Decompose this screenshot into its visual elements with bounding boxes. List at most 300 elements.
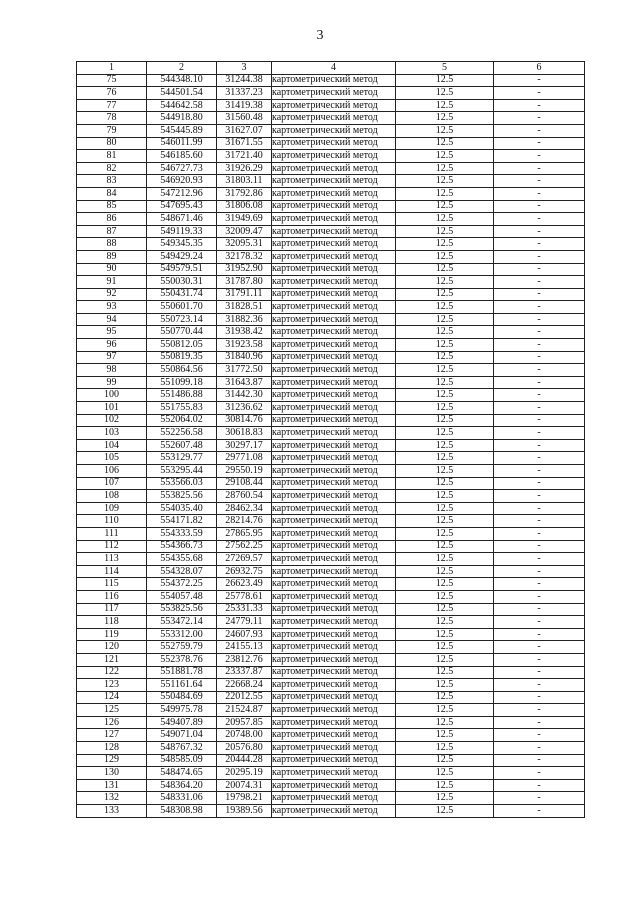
error-cell: 12.5: [396, 150, 494, 163]
y-coordinate-cell: 27562.25: [217, 540, 272, 553]
error-cell: 12.5: [396, 754, 494, 767]
y-coordinate-cell: 27269.57: [217, 553, 272, 566]
error-cell: 12.5: [396, 200, 494, 213]
note-cell: -: [494, 527, 585, 540]
method-cell: картометрический метод: [272, 364, 396, 377]
point-number-cell: 127: [77, 729, 147, 742]
table-row: [77, 779, 585, 792]
y-coordinate-cell: 20576.80: [217, 742, 272, 755]
table-row: [77, 452, 585, 465]
note-cell: -: [494, 175, 585, 188]
error-cell: 12.5: [396, 490, 494, 503]
y-coordinate-cell: 23812.76: [217, 653, 272, 666]
x-coordinate-cell: 546011.99: [147, 137, 217, 150]
point-number-cell: 83: [77, 175, 147, 188]
error-cell: 12.5: [396, 137, 494, 150]
error-cell: 12.5: [396, 666, 494, 679]
table-row: [77, 313, 585, 326]
method-cell: картометрический метод: [272, 704, 396, 717]
error-cell: 12.5: [396, 729, 494, 742]
table-row: [77, 250, 585, 263]
error-cell: 12.5: [396, 99, 494, 112]
table-row: [77, 628, 585, 641]
table-row: [77, 288, 585, 301]
x-coordinate-cell: 546727.73: [147, 162, 217, 175]
table-row: [77, 301, 585, 314]
table-row: [77, 590, 585, 603]
method-cell: картометрический метод: [272, 603, 396, 616]
y-coordinate-cell: 29550.19: [217, 465, 272, 478]
table-row: [77, 578, 585, 591]
note-cell: -: [494, 74, 585, 87]
error-cell: 12.5: [396, 452, 494, 465]
y-coordinate-cell: 20748.00: [217, 729, 272, 742]
table-row: [77, 99, 585, 112]
error-cell: 12.5: [396, 515, 494, 528]
table-row: [77, 87, 585, 100]
point-number-cell: 119: [77, 628, 147, 641]
table-row: [77, 540, 585, 553]
point-number-cell: 81: [77, 150, 147, 163]
note-cell: -: [494, 238, 585, 251]
note-cell: -: [494, 729, 585, 742]
table-header-row: [77, 62, 585, 75]
table-row: [77, 326, 585, 339]
note-cell: -: [494, 276, 585, 289]
x-coordinate-cell: 547695.43: [147, 200, 217, 213]
error-cell: 12.5: [396, 628, 494, 641]
table-row: [77, 238, 585, 251]
error-cell: 12.5: [396, 213, 494, 226]
point-number-cell: 97: [77, 351, 147, 364]
y-coordinate-cell: 31952.90: [217, 263, 272, 276]
x-coordinate-cell: 551486.88: [147, 389, 217, 402]
method-cell: картометрический метод: [272, 137, 396, 150]
table-row: [77, 527, 585, 540]
table-row: [77, 565, 585, 578]
table-row: [77, 351, 585, 364]
x-coordinate-cell: 551099.18: [147, 376, 217, 389]
x-coordinate-cell: 548671.46: [147, 213, 217, 226]
table-row: [77, 175, 585, 188]
x-coordinate-cell: 550770.44: [147, 326, 217, 339]
method-cell: картометрический метод: [272, 339, 396, 352]
error-cell: 12.5: [396, 427, 494, 440]
method-cell: картометрический метод: [272, 326, 396, 339]
method-cell: картометрический метод: [272, 742, 396, 755]
point-number-cell: 117: [77, 603, 147, 616]
error-cell: 12.5: [396, 742, 494, 755]
y-coordinate-cell: 31882.36: [217, 313, 272, 326]
x-coordinate-cell: 550030.31: [147, 276, 217, 289]
note-cell: -: [494, 137, 585, 150]
error-cell: 12.5: [396, 112, 494, 125]
method-cell: картометрический метод: [272, 490, 396, 503]
table-row: [77, 616, 585, 629]
y-coordinate-cell: 29771.08: [217, 452, 272, 465]
method-cell: картометрический метод: [272, 465, 396, 478]
table-row: [77, 200, 585, 213]
x-coordinate-cell: 548474.65: [147, 767, 217, 780]
error-cell: 12.5: [396, 653, 494, 666]
point-number-cell: 105: [77, 452, 147, 465]
coordinates-table: [76, 61, 585, 818]
method-cell: картометрический метод: [272, 754, 396, 767]
error-cell: 12.5: [396, 364, 494, 377]
point-number-cell: 115: [77, 578, 147, 591]
method-cell: картометрический метод: [272, 263, 396, 276]
table-row: [77, 465, 585, 478]
note-cell: -: [494, 565, 585, 578]
y-coordinate-cell: 31671.55: [217, 137, 272, 150]
point-number-cell: 112: [77, 540, 147, 553]
error-cell: 12.5: [396, 376, 494, 389]
table-row: [77, 263, 585, 276]
note-cell: -: [494, 250, 585, 263]
note-cell: -: [494, 351, 585, 364]
note-cell: -: [494, 805, 585, 818]
error-cell: 12.5: [396, 691, 494, 704]
table-row: [77, 124, 585, 137]
x-coordinate-cell: 550819.35: [147, 351, 217, 364]
x-coordinate-cell: 552256.58: [147, 427, 217, 440]
note-cell: -: [494, 767, 585, 780]
note-cell: -: [494, 540, 585, 553]
y-coordinate-cell: 31949.69: [217, 213, 272, 226]
y-coordinate-cell: 32178.32: [217, 250, 272, 263]
method-cell: картометрический метод: [272, 616, 396, 629]
point-number-cell: 130: [77, 767, 147, 780]
y-coordinate-cell: 23337.87: [217, 666, 272, 679]
x-coordinate-cell: 549345.35: [147, 238, 217, 251]
point-number-cell: 79: [77, 124, 147, 137]
x-coordinate-cell: 550484.69: [147, 691, 217, 704]
table-row: [77, 729, 585, 742]
table-row: [77, 376, 585, 389]
method-cell: картометрический метод: [272, 553, 396, 566]
error-cell: 12.5: [396, 301, 494, 314]
y-coordinate-cell: 31787.80: [217, 276, 272, 289]
note-cell: -: [494, 150, 585, 163]
y-coordinate-cell: 31244.38: [217, 74, 272, 87]
y-coordinate-cell: 28462.34: [217, 502, 272, 515]
error-cell: 12.5: [396, 225, 494, 238]
method-cell: картометрический метод: [272, 87, 396, 100]
note-cell: -: [494, 742, 585, 755]
note-cell: -: [494, 200, 585, 213]
point-number-cell: 113: [77, 553, 147, 566]
error-cell: 12.5: [396, 263, 494, 276]
point-number-cell: 88: [77, 238, 147, 251]
note-cell: -: [494, 263, 585, 276]
y-coordinate-cell: 31791.11: [217, 288, 272, 301]
method-cell: картометрический метод: [272, 301, 396, 314]
table-row: [77, 767, 585, 780]
table-row: [77, 213, 585, 226]
x-coordinate-cell: 553472.14: [147, 616, 217, 629]
method-cell: картометрический метод: [272, 666, 396, 679]
y-coordinate-cell: 20295.19: [217, 767, 272, 780]
point-number-cell: 104: [77, 439, 147, 452]
method-cell: картометрический метод: [272, 414, 396, 427]
table-row: [77, 187, 585, 200]
point-number-cell: 86: [77, 213, 147, 226]
y-coordinate-cell: 29108.44: [217, 477, 272, 490]
x-coordinate-cell: 552064.02: [147, 414, 217, 427]
method-cell: картометрический метод: [272, 276, 396, 289]
error-cell: 12.5: [396, 276, 494, 289]
x-coordinate-cell: 546920.93: [147, 175, 217, 188]
note-cell: -: [494, 427, 585, 440]
note-cell: -: [494, 376, 585, 389]
table-row: [77, 553, 585, 566]
y-coordinate-cell: 24607.93: [217, 628, 272, 641]
method-cell: картометрический метод: [272, 679, 396, 692]
error-cell: 12.5: [396, 465, 494, 478]
note-cell: -: [494, 326, 585, 339]
error-cell: 12.5: [396, 565, 494, 578]
method-cell: картометрический метод: [272, 590, 396, 603]
method-cell: картометрический метод: [272, 628, 396, 641]
note-cell: -: [494, 502, 585, 515]
error-cell: 12.5: [396, 603, 494, 616]
note-cell: -: [494, 313, 585, 326]
note-cell: -: [494, 691, 585, 704]
error-cell: 12.5: [396, 339, 494, 352]
y-coordinate-cell: 20444.28: [217, 754, 272, 767]
method-cell: картометрический метод: [272, 187, 396, 200]
y-coordinate-cell: 24779.11: [217, 616, 272, 629]
table-row: [77, 515, 585, 528]
method-cell: картометрический метод: [272, 641, 396, 654]
error-cell: 12.5: [396, 250, 494, 263]
error-cell: 12.5: [396, 792, 494, 805]
point-number-cell: 89: [77, 250, 147, 263]
y-coordinate-cell: 31828.51: [217, 301, 272, 314]
error-cell: 12.5: [396, 616, 494, 629]
error-cell: 12.5: [396, 402, 494, 415]
y-coordinate-cell: 31442.30: [217, 389, 272, 402]
y-coordinate-cell: 25331.33: [217, 603, 272, 616]
note-cell: -: [494, 225, 585, 238]
table-row: [77, 603, 585, 616]
y-coordinate-cell: 26623.49: [217, 578, 272, 591]
method-cell: картометрический метод: [272, 250, 396, 263]
column-header-5: 5: [396, 62, 494, 75]
x-coordinate-cell: 548308.98: [147, 805, 217, 818]
y-coordinate-cell: 20074.31: [217, 779, 272, 792]
y-coordinate-cell: 31792.86: [217, 187, 272, 200]
y-coordinate-cell: 27865.95: [217, 527, 272, 540]
error-cell: 12.5: [396, 389, 494, 402]
error-cell: 12.5: [396, 527, 494, 540]
y-coordinate-cell: 31772.50: [217, 364, 272, 377]
point-number-cell: 91: [77, 276, 147, 289]
table-row: [77, 704, 585, 717]
table-row: [77, 414, 585, 427]
note-cell: -: [494, 679, 585, 692]
note-cell: -: [494, 339, 585, 352]
point-number-cell: 99: [77, 376, 147, 389]
note-cell: -: [494, 112, 585, 125]
note-cell: -: [494, 704, 585, 717]
error-cell: 12.5: [396, 124, 494, 137]
point-number-cell: 75: [77, 74, 147, 87]
point-number-cell: 109: [77, 502, 147, 515]
x-coordinate-cell: 544642.58: [147, 99, 217, 112]
x-coordinate-cell: 553825.56: [147, 490, 217, 503]
table-row: [77, 490, 585, 503]
error-cell: 12.5: [396, 590, 494, 603]
point-number-cell: 101: [77, 402, 147, 415]
method-cell: картометрический метод: [272, 691, 396, 704]
method-cell: картометрический метод: [272, 527, 396, 540]
x-coordinate-cell: 546185.60: [147, 150, 217, 163]
point-number-cell: 85: [77, 200, 147, 213]
note-cell: -: [494, 162, 585, 175]
note-cell: -: [494, 402, 585, 415]
x-coordinate-cell: 553825.56: [147, 603, 217, 616]
point-number-cell: 125: [77, 704, 147, 717]
table-row: [77, 439, 585, 452]
y-coordinate-cell: 31627.07: [217, 124, 272, 137]
x-coordinate-cell: 553312.00: [147, 628, 217, 641]
y-coordinate-cell: 31806.08: [217, 200, 272, 213]
x-coordinate-cell: 550601.70: [147, 301, 217, 314]
x-coordinate-cell: 550812.05: [147, 339, 217, 352]
error-cell: 12.5: [396, 414, 494, 427]
x-coordinate-cell: 549407.89: [147, 716, 217, 729]
point-number-cell: 123: [77, 679, 147, 692]
point-number-cell: 120: [77, 641, 147, 654]
method-cell: картометрический метод: [272, 313, 396, 326]
note-cell: -: [494, 124, 585, 137]
point-number-cell: 110: [77, 515, 147, 528]
method-cell: картометрический метод: [272, 175, 396, 188]
note-cell: -: [494, 99, 585, 112]
x-coordinate-cell: 551161.64: [147, 679, 217, 692]
point-number-cell: 90: [77, 263, 147, 276]
column-header-2: 2: [147, 62, 217, 75]
note-cell: -: [494, 616, 585, 629]
x-coordinate-cell: 552759.79: [147, 641, 217, 654]
method-cell: картометрический метод: [272, 767, 396, 780]
point-number-cell: 107: [77, 477, 147, 490]
x-coordinate-cell: 548767.32: [147, 742, 217, 755]
note-cell: -: [494, 389, 585, 402]
method-cell: картометрический метод: [272, 792, 396, 805]
y-coordinate-cell: 30297.17: [217, 439, 272, 452]
x-coordinate-cell: 552607.48: [147, 439, 217, 452]
note-cell: -: [494, 578, 585, 591]
method-cell: картометрический метод: [272, 578, 396, 591]
method-cell: картометрический метод: [272, 452, 396, 465]
error-cell: 12.5: [396, 326, 494, 339]
point-number-cell: 87: [77, 225, 147, 238]
table-row: [77, 339, 585, 352]
method-cell: картометрический метод: [272, 439, 396, 452]
note-cell: -: [494, 754, 585, 767]
x-coordinate-cell: 551755.83: [147, 402, 217, 415]
method-cell: картометрический метод: [272, 99, 396, 112]
method-cell: картометрический метод: [272, 376, 396, 389]
table-row: [77, 805, 585, 818]
point-number-cell: 84: [77, 187, 147, 200]
note-cell: -: [494, 553, 585, 566]
note-cell: -: [494, 590, 585, 603]
column-header-3: 3: [217, 62, 272, 75]
point-number-cell: 106: [77, 465, 147, 478]
error-cell: 12.5: [396, 288, 494, 301]
note-cell: -: [494, 779, 585, 792]
method-cell: картометрический метод: [272, 565, 396, 578]
table-row: [77, 754, 585, 767]
note-cell: -: [494, 187, 585, 200]
error-cell: 12.5: [396, 502, 494, 515]
y-coordinate-cell: 31923.58: [217, 339, 272, 352]
error-cell: 12.5: [396, 578, 494, 591]
point-number-cell: 118: [77, 616, 147, 629]
note-cell: -: [494, 641, 585, 654]
y-coordinate-cell: 25778.61: [217, 590, 272, 603]
y-coordinate-cell: 31236.62: [217, 402, 272, 415]
y-coordinate-cell: 31419.38: [217, 99, 272, 112]
y-coordinate-cell: 19389.56: [217, 805, 272, 818]
method-cell: картометрический метод: [272, 477, 396, 490]
error-cell: 12.5: [396, 175, 494, 188]
point-number-cell: 102: [77, 414, 147, 427]
method-cell: картометрический метод: [272, 238, 396, 251]
x-coordinate-cell: 554328.07: [147, 565, 217, 578]
note-cell: -: [494, 603, 585, 616]
column-header-4: 4: [272, 62, 396, 75]
table-body: [77, 74, 585, 817]
point-number-cell: 82: [77, 162, 147, 175]
x-coordinate-cell: 554057.48: [147, 590, 217, 603]
error-cell: 12.5: [396, 477, 494, 490]
point-number-cell: 93: [77, 301, 147, 314]
x-coordinate-cell: 554333.59: [147, 527, 217, 540]
table-row: [77, 150, 585, 163]
point-number-cell: 76: [77, 87, 147, 100]
error-cell: 12.5: [396, 779, 494, 792]
error-cell: 12.5: [396, 74, 494, 87]
point-number-cell: 122: [77, 666, 147, 679]
error-cell: 12.5: [396, 767, 494, 780]
error-cell: 12.5: [396, 679, 494, 692]
table-row: [77, 691, 585, 704]
error-cell: 12.5: [396, 540, 494, 553]
note-cell: -: [494, 87, 585, 100]
x-coordinate-cell: 549579.51: [147, 263, 217, 276]
y-coordinate-cell: 31337.23: [217, 87, 272, 100]
point-number-cell: 78: [77, 112, 147, 125]
error-cell: 12.5: [396, 704, 494, 717]
point-number-cell: 128: [77, 742, 147, 755]
error-cell: 12.5: [396, 553, 494, 566]
y-coordinate-cell: 31840.96: [217, 351, 272, 364]
method-cell: картометрический метод: [272, 540, 396, 553]
point-number-cell: 108: [77, 490, 147, 503]
x-coordinate-cell: 549071.04: [147, 729, 217, 742]
note-cell: -: [494, 477, 585, 490]
error-cell: 12.5: [396, 805, 494, 818]
x-coordinate-cell: 554035.40: [147, 502, 217, 515]
point-number-cell: 111: [77, 527, 147, 540]
table-row: [77, 477, 585, 490]
y-coordinate-cell: 30618.83: [217, 427, 272, 440]
method-cell: картометрический метод: [272, 124, 396, 137]
